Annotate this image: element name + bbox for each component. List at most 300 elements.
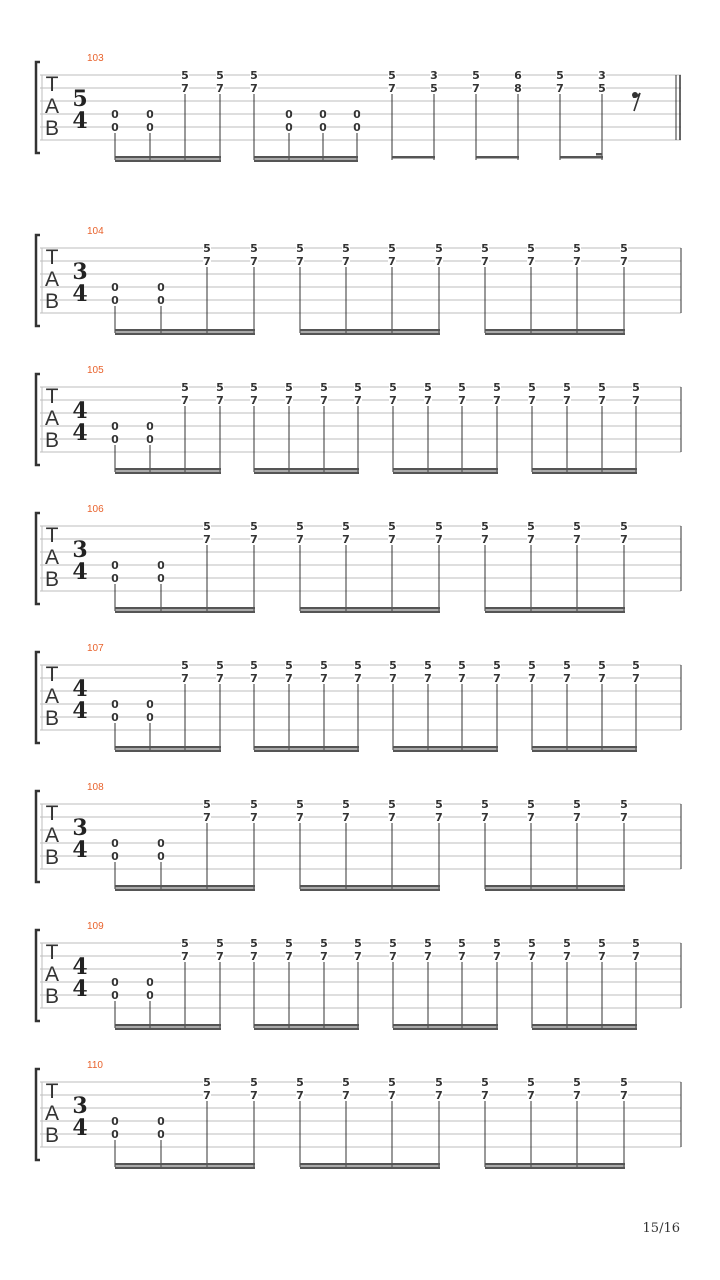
fret-number: 7	[424, 672, 432, 685]
fret-number: 0	[111, 108, 119, 121]
beam-secondary	[393, 1028, 498, 1031]
fret-number: 7	[481, 811, 489, 824]
fret-number: 7	[320, 950, 328, 963]
time-signature-top: 4	[72, 676, 88, 702]
tab-clef-letter: A	[44, 95, 60, 118]
fret-number: 0	[111, 1128, 119, 1141]
fret-number: 7	[216, 950, 224, 963]
fret-number: 5	[620, 520, 628, 533]
fret-number: 5	[296, 1076, 304, 1089]
fret-number: 7	[528, 394, 536, 407]
fret-number: 7	[598, 394, 606, 407]
beam-primary	[532, 1024, 637, 1027]
fret-number: 7	[250, 950, 258, 963]
fret-number: 7	[493, 950, 501, 963]
beam-primary	[300, 885, 440, 888]
tab-clef-letter: T	[45, 941, 59, 964]
fret-number: 5	[563, 937, 571, 950]
beam-primary	[254, 746, 359, 749]
fret-number: 0	[111, 281, 119, 294]
tab-note	[111, 281, 119, 333]
beam-secondary	[115, 472, 221, 475]
beam-secondary	[393, 472, 498, 475]
tab-note	[111, 559, 119, 611]
fret-number: 7	[203, 533, 211, 546]
fret-number: 7	[527, 811, 535, 824]
fret-number: 5	[388, 798, 396, 811]
fret-number: 5	[435, 1076, 443, 1089]
time-signature-top: 4	[72, 398, 88, 424]
fret-number: 5	[598, 659, 606, 672]
fret-number: 7	[458, 394, 466, 407]
beam-primary	[115, 885, 255, 888]
fret-number: 7	[342, 533, 350, 546]
beam-secondary	[115, 889, 255, 892]
fret-number: 5	[620, 798, 628, 811]
fret-number: 5	[424, 937, 432, 950]
tab-clef-letter: A	[44, 685, 60, 708]
tab-clef-letter: B	[44, 568, 60, 591]
fret-number: 0	[111, 420, 119, 433]
fret-number: 7	[527, 1089, 535, 1102]
tab-system	[36, 643, 681, 752]
fret-number: 5	[573, 520, 581, 533]
fret-number: 7	[388, 82, 396, 95]
fret-number: 5	[598, 937, 606, 950]
fret-number: 7	[216, 672, 224, 685]
fret-number: 7	[573, 533, 581, 546]
tab-clef-letter: T	[45, 1080, 59, 1103]
tab-clef-letter: T	[45, 385, 59, 408]
system-bracket	[36, 235, 40, 326]
fret-number: 5	[481, 798, 489, 811]
fret-number: 0	[146, 420, 154, 433]
time-signature-bottom: 4	[72, 698, 88, 724]
fret-number: 5	[620, 1076, 628, 1089]
fret-number: 5	[481, 242, 489, 255]
tab-note	[353, 108, 361, 160]
tab-clef-letter: T	[45, 246, 59, 269]
fret-number: 5	[527, 1076, 535, 1089]
fret-number: 0	[111, 989, 119, 1002]
system-bracket	[36, 930, 40, 1021]
fret-number: 5	[481, 520, 489, 533]
fret-number: 5	[216, 69, 224, 82]
fret-number: 0	[157, 850, 165, 863]
beam-secondary	[254, 472, 359, 475]
fret-number: 5	[527, 798, 535, 811]
fret-number: 5	[430, 82, 438, 95]
fret-number: 7	[458, 672, 466, 685]
system-bracket	[36, 1069, 40, 1160]
fret-number: 7	[181, 82, 189, 95]
fret-number: 5	[573, 1076, 581, 1089]
time-signature-bottom: 4	[72, 108, 88, 134]
beam-secondary	[115, 750, 221, 753]
fret-number: 5	[527, 242, 535, 255]
fret-number: 7	[342, 1089, 350, 1102]
fret-number: 7	[250, 82, 258, 95]
fret-number: 7	[388, 1089, 396, 1102]
fret-number: 7	[342, 811, 350, 824]
system-bracket	[36, 652, 40, 743]
fret-number: 5	[181, 381, 189, 394]
fret-number: 7	[424, 394, 432, 407]
beam-secondary	[300, 1167, 440, 1170]
tab-note	[157, 281, 165, 333]
beam-primary	[115, 468, 221, 471]
fret-number: 7	[250, 811, 258, 824]
fret-number: 5	[250, 69, 258, 82]
fret-number: 5	[342, 798, 350, 811]
fret-number: 5	[285, 659, 293, 672]
fret-number: 7	[181, 394, 189, 407]
fret-number: 5	[435, 242, 443, 255]
fret-number: 7	[216, 82, 224, 95]
tab-note	[146, 976, 154, 1028]
fret-number: 0	[111, 1115, 119, 1128]
fret-number: 7	[481, 255, 489, 268]
fret-number: 8	[514, 82, 522, 95]
beam-primary	[485, 1163, 625, 1166]
beam-primary	[254, 1024, 359, 1027]
fret-number: 5	[388, 69, 396, 82]
time-signature-top: 3	[72, 259, 88, 285]
beam-secondary	[254, 750, 359, 753]
fret-number: 5	[320, 659, 328, 672]
fret-number: 7	[493, 394, 501, 407]
fret-number: 5	[354, 659, 362, 672]
fret-number: 5	[296, 798, 304, 811]
tab-clef-letter: B	[44, 985, 60, 1008]
fret-number: 5	[481, 1076, 489, 1089]
fret-number: 7	[472, 82, 480, 95]
measure-number: 108	[87, 782, 104, 793]
fret-number: 7	[250, 1089, 258, 1102]
measure-number: 106	[87, 504, 104, 515]
fret-number: 7	[527, 255, 535, 268]
fret-number: 5	[388, 520, 396, 533]
beam-secondary	[115, 160, 221, 163]
fret-number: 7	[285, 672, 293, 685]
tab-clef-letter: T	[45, 73, 59, 96]
fret-number: 0	[157, 294, 165, 307]
fret-number: 7	[556, 82, 564, 95]
fret-number: 5	[181, 937, 189, 950]
tab-system	[36, 226, 681, 335]
fret-number: 5	[203, 520, 211, 533]
tab-system	[36, 921, 681, 1030]
measure-number: 109	[87, 921, 104, 932]
fret-number: 7	[458, 950, 466, 963]
tab-note	[146, 108, 154, 160]
tab-note	[111, 1115, 119, 1167]
fret-number: 5	[389, 659, 397, 672]
fret-number: 0	[111, 559, 119, 572]
fret-number: 7	[573, 255, 581, 268]
fret-number: 7	[181, 672, 189, 685]
fret-number: 7	[203, 1089, 211, 1102]
fret-number: 7	[389, 394, 397, 407]
fret-number: 7	[388, 811, 396, 824]
fret-number: 5	[203, 1076, 211, 1089]
time-signature-top: 5	[72, 86, 88, 112]
fret-number: 5	[354, 937, 362, 950]
time-signature-bottom: 4	[72, 837, 88, 863]
fret-number: 0	[157, 837, 165, 850]
fret-number: 5	[435, 520, 443, 533]
fret-number: 5	[493, 381, 501, 394]
fret-number: 5	[216, 937, 224, 950]
fret-number: 7	[342, 255, 350, 268]
fret-number: 5	[342, 1076, 350, 1089]
beam-secondary	[254, 160, 358, 163]
tab-note	[157, 559, 165, 611]
tab-clef-letter: T	[45, 524, 59, 547]
beam-primary	[115, 156, 221, 159]
fret-number: 7	[573, 811, 581, 824]
beam-stub	[596, 153, 602, 156]
fret-number: 5	[424, 659, 432, 672]
fret-number: 7	[563, 394, 571, 407]
fret-number: 5	[632, 937, 640, 950]
measure-number: 107	[87, 643, 104, 654]
beam-primary	[485, 329, 625, 332]
beam-secondary	[393, 750, 498, 753]
system-bracket	[36, 513, 40, 604]
measure-number: 110	[87, 1060, 103, 1071]
tab-note	[157, 837, 165, 889]
fret-number: 7	[388, 533, 396, 546]
tab-clef-letter: B	[44, 117, 60, 140]
time-signature-bottom: 4	[72, 1115, 88, 1141]
beam-secondary	[532, 750, 637, 753]
fret-number: 5	[181, 69, 189, 82]
fret-number: 0	[111, 837, 119, 850]
fret-number: 5	[632, 659, 640, 672]
fret-number: 0	[111, 121, 119, 134]
fret-number: 0	[111, 976, 119, 989]
tab-clef-letter: A	[44, 268, 60, 291]
tab-clef-letter: B	[44, 846, 60, 869]
fret-number: 5	[573, 242, 581, 255]
time-signature-top: 3	[72, 537, 88, 563]
fret-number: 0	[111, 850, 119, 863]
beam-secondary	[115, 333, 255, 336]
fret-number: 5	[203, 798, 211, 811]
fret-number: 5	[320, 937, 328, 950]
fret-number: 7	[632, 672, 640, 685]
fret-number: 0	[285, 108, 293, 121]
fret-number: 7	[389, 672, 397, 685]
fret-number: 7	[481, 1089, 489, 1102]
tab-clef-letter: A	[44, 407, 60, 430]
time-signature-top: 3	[72, 1093, 88, 1119]
fret-number: 5	[389, 937, 397, 950]
beam-primary	[115, 329, 255, 332]
tab-clef-letter: A	[44, 1102, 60, 1125]
fret-number: 0	[157, 281, 165, 294]
fret-number: 0	[111, 433, 119, 446]
fret-number: 7	[620, 255, 628, 268]
fret-number: 5	[342, 242, 350, 255]
fret-number: 7	[388, 255, 396, 268]
fret-number: 0	[285, 121, 293, 134]
fret-number: 7	[354, 672, 362, 685]
beam-secondary	[300, 333, 440, 336]
fret-number: 7	[563, 950, 571, 963]
tab-note	[157, 1115, 165, 1167]
fret-number: 7	[216, 394, 224, 407]
tab-note	[111, 976, 119, 1028]
fret-number: 5	[598, 82, 606, 95]
tab-clef-letter: B	[44, 1124, 60, 1147]
fret-number: 5	[389, 381, 397, 394]
fret-number: 5	[250, 798, 258, 811]
fret-number: 5	[342, 520, 350, 533]
fret-number: 5	[528, 659, 536, 672]
fret-number: 0	[111, 711, 119, 724]
tab-system	[36, 1060, 681, 1169]
beam-primary	[485, 885, 625, 888]
tab-system	[36, 504, 681, 613]
fret-number: 7	[250, 394, 258, 407]
fret-number: 0	[111, 698, 119, 711]
tab-note	[319, 108, 327, 160]
fret-number: 7	[320, 394, 328, 407]
fret-number: 7	[203, 255, 211, 268]
fret-number: 0	[146, 433, 154, 446]
fret-number: 5	[250, 937, 258, 950]
fret-number: 5	[493, 659, 501, 672]
fret-number: 5	[250, 242, 258, 255]
fret-number: 7	[620, 1089, 628, 1102]
fret-number: 7	[620, 533, 628, 546]
beam-primary	[300, 1163, 440, 1166]
fret-number: 0	[146, 698, 154, 711]
fret-number: 5	[216, 381, 224, 394]
tab-clef-letter: B	[44, 707, 60, 730]
fret-number: 7	[424, 950, 432, 963]
fret-number: 0	[146, 989, 154, 1002]
fret-number: 7	[203, 811, 211, 824]
beam-secondary	[300, 889, 440, 892]
fret-number: 7	[296, 1089, 304, 1102]
fret-number: 0	[157, 572, 165, 585]
fret-number: 5	[216, 659, 224, 672]
fret-number: 7	[389, 950, 397, 963]
system-bracket	[36, 62, 40, 153]
fret-number: 7	[250, 672, 258, 685]
system-bracket	[36, 374, 40, 465]
beam-primary	[392, 156, 435, 159]
fret-number: 7	[528, 950, 536, 963]
beam-secondary	[485, 333, 625, 336]
beam-primary	[115, 746, 221, 749]
tab-note	[111, 698, 119, 750]
fret-number: 3	[598, 69, 606, 82]
beam-primary	[532, 746, 637, 749]
fret-number: 5	[296, 520, 304, 533]
fret-number: 0	[157, 1115, 165, 1128]
fret-number: 5	[250, 659, 258, 672]
fret-number: 5	[285, 381, 293, 394]
tab-clef-letter: T	[45, 802, 59, 825]
fret-number: 5	[424, 381, 432, 394]
fret-number: 0	[111, 294, 119, 307]
fret-number: 5	[388, 1076, 396, 1089]
fret-number: 5	[285, 937, 293, 950]
fret-number: 5	[181, 659, 189, 672]
fret-number: 5	[250, 520, 258, 533]
time-signature-top: 3	[72, 815, 88, 841]
fret-number: 5	[563, 659, 571, 672]
tab-note	[111, 420, 119, 472]
fret-number: 5	[203, 242, 211, 255]
fret-number: 7	[354, 950, 362, 963]
beam-secondary	[485, 1167, 625, 1170]
fret-number: 7	[285, 950, 293, 963]
fret-number: 0	[157, 1128, 165, 1141]
beam-primary	[393, 468, 498, 471]
fret-number: 7	[250, 255, 258, 268]
beam-primary	[115, 607, 255, 610]
fret-number: 7	[296, 255, 304, 268]
fret-number: 0	[111, 572, 119, 585]
fret-number: 5	[458, 659, 466, 672]
fret-number: 7	[632, 950, 640, 963]
fret-number: 7	[632, 394, 640, 407]
fret-number: 7	[285, 394, 293, 407]
beam-primary	[393, 1024, 498, 1027]
beam-secondary	[115, 1167, 255, 1170]
fret-number: 7	[481, 533, 489, 546]
measure-number: 104	[87, 226, 104, 237]
fret-number: 7	[620, 811, 628, 824]
beam-secondary	[485, 611, 625, 614]
fret-number: 5	[527, 520, 535, 533]
fret-number: 5	[528, 381, 536, 394]
fret-number: 0	[319, 108, 327, 121]
beam-primary	[254, 156, 358, 159]
fret-number: 5	[320, 381, 328, 394]
beam-primary	[476, 156, 519, 159]
fret-number: 7	[573, 1089, 581, 1102]
fret-number: 7	[181, 950, 189, 963]
system-bracket	[36, 791, 40, 882]
time-signature-top: 4	[72, 954, 88, 980]
fret-number: 7	[250, 533, 258, 546]
fret-number: 0	[146, 976, 154, 989]
tab-clef-letter: T	[45, 663, 59, 686]
fret-number: 0	[146, 121, 154, 134]
beam-secondary	[254, 1028, 359, 1031]
beam-secondary	[300, 611, 440, 614]
fret-number: 5	[388, 242, 396, 255]
fret-number: 6	[514, 69, 522, 82]
fret-number: 5	[528, 937, 536, 950]
beam-primary	[300, 329, 440, 332]
fret-number: 0	[353, 108, 361, 121]
beam-primary	[300, 607, 440, 610]
fret-number: 5	[296, 242, 304, 255]
tab-clef-letter: A	[44, 824, 60, 847]
tab-system	[36, 782, 681, 891]
tab-note	[146, 698, 154, 750]
fret-number: 7	[493, 672, 501, 685]
beam-primary	[532, 468, 637, 471]
fret-number: 7	[435, 1089, 443, 1102]
